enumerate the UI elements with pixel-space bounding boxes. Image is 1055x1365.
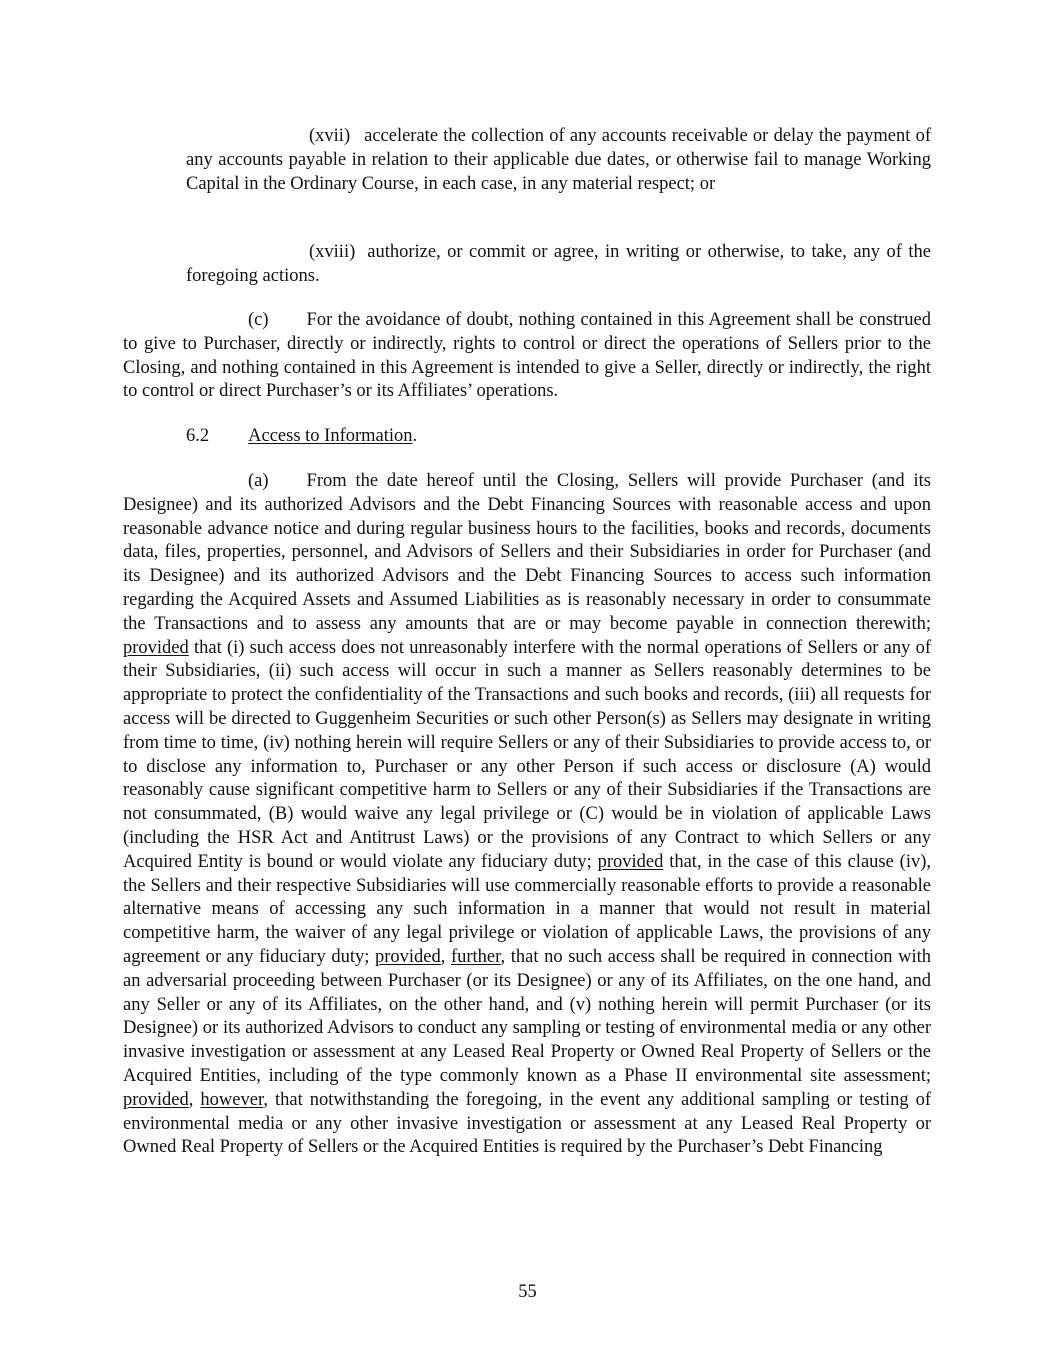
clause-text-seg1: From the date hereof until the Closing, Sellers will provide Purchaser (and its Designee) and its authorized Advisors and the Debt Financing Sources with reasonable access and upon reasonable advance notice and during regular business hours to the facilities, books and records, documents data, files, properties, personnel, and Advisors of Sellers and their Subsidiaries in order for Purchaser (and its Designee) and its authorized Advisors and the Debt Financing Sources to access such information regarding the Acquired Assets and Assumed Liabilities as is reasonably necessary in order to consummate the Transactions and to assess any amounts that are or may become payable in connection therewith; [123,471,931,634]
clause-marker: (c) [248,310,269,330]
clause-text-seg6: , [188,1089,201,1110]
section-number: 6.2 [186,426,210,446]
clause-marker: (a) [248,471,269,491]
clause-c [123,309,931,404]
clause-text: accelerate the collection of any accounts receivable or delay the payment of any accounts payable in relation to their applicable due dates, or otherwise fail to manage Working Capital in the Ordinary Course, in each case, in any material respect; or [186,126,931,194]
underlined-further: further [450,946,501,967]
clause-text-seg4: , [440,946,451,967]
clause-text-seg2: that (i) such access does not unreasonably interfere with the normal operations of Sellers or any of their Subsidiaries, (ii) such access will occur in such a manner as Sellers reasonably determines to be appropriate to protect the confidentiality of the Transactions and such books and records, (iii) all requests for access will be directed to Guggenheim Securities or such other Person(s) as Sellers may designate in writing from time to time, (iv) nothing herein will require Sellers or any of their Subsidiaries to provide access to, or to disclose any information to, Purchaser or any other Person if such access or disclosure (A) would reasonably cause significant competitive harm to Sellers or any of their Subsidiaries if the Transactions are not consummated, (B) would waive any legal privilege or (C) would be in violation of applicable Laws (including the HSR Act and Antitrust Laws) or the provisions of any Contract to which Sellers or any Acquired Entity is bound or would violate any fiduciary duty; [123,637,931,872]
section-title-period: . [412,426,418,446]
clause-text-seg5: , that no such access shall be required in connection with an adversarial proceeding between Purchaser (or its Designee) or any of its Affiliates, on the one hand, and any Seller or any of its Affiliates, on the other hand, and (v) nothing herein will permit Purchaser (or its Designee) or its authorized Advisors to conduct any sampling or testing of environmental media or any other invasive investigation or assessment at any Leased Real Property or Owned Real Property of Sellers or the Acquired Entities, including of the type commonly known as a Phase II environmental site assessment; [123,946,932,1086]
clause-xviii [186,241,931,289]
section-heading-6-2 [186,425,931,449]
section-title: Access to Information [248,426,413,446]
clause-text: For the avoidance of doubt, nothing contained in this Agreement shall be construed to give to Purchaser, directly or indirectly, rights to control or direct the operations of Sellers prior to the Closing, and nothing contained in this Agreement is intended to give a Seller, directly or indirectly, the right to control or direct Purchaser’s or its Affiliates’ operations. [123,310,931,402]
clause-marker: (xvii) [309,126,351,146]
clause-text: authorize, or commit or agree, in writing or otherwise, to take, any of the foregoing actions. [186,242,931,286]
underlined-however: however [200,1089,264,1110]
clause-text-seg7: , that notwithstanding the foregoing, in the event any additional sampling or testing of environmental media or any other invasive investigation or assessment at any Leased Real Property or Owned Real Property of Sellers or the Acquired Entities is required by the Purchaser’s Debt Financing [123,1089,931,1158]
underlined-provided: provided [123,1089,189,1110]
underlined-provided: provided [374,946,441,967]
underlined-provided: provided [597,851,664,872]
clause-xvii [186,125,931,196]
clause-marker: (xviii) [309,242,356,262]
clause-a [123,470,931,1160]
page-number: 55 [518,1282,537,1302]
clause-text-seg3: that, in the case of this clause (iv), the Sellers and their respective Subsidiaries will use commercially reasonable efforts to provide a reasonable alternative means of accessing any such information in a manner that would not result in material competitive harm, the waiver of any legal privilege or violation of applicable Laws, the provisions of any agreement or any fiduciary duty; [123,851,931,967]
underlined-provided: provided [123,637,189,658]
